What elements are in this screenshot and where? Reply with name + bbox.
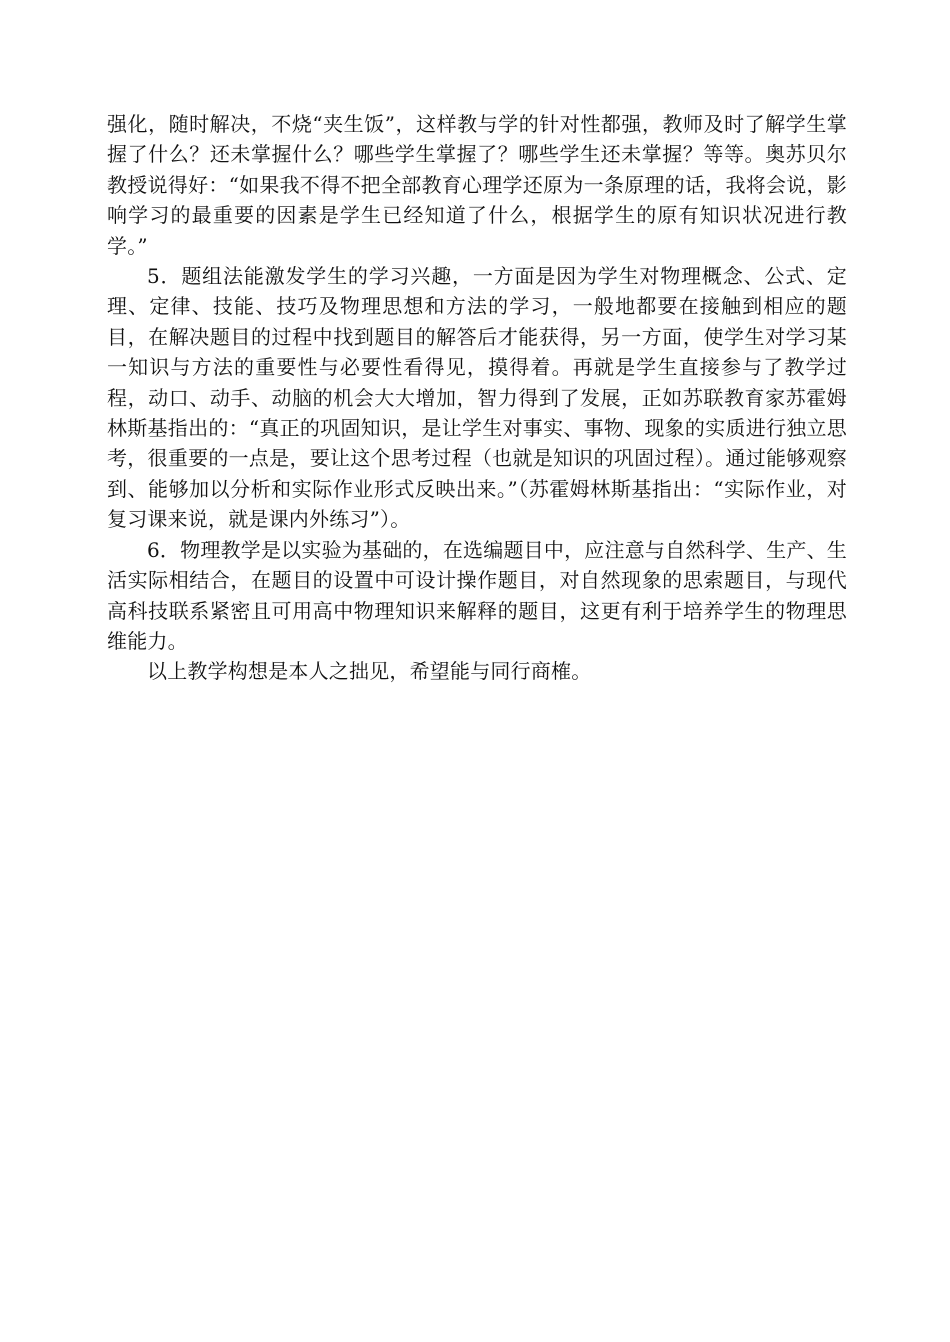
paragraph-conclusion: 以上教学构想是本人之拙见，希望能与同行商榷。 [147,659,592,684]
body-text [107,109,847,687]
paragraph-continuation: 强化，随时解决，不烧“夹生饭”，这样教与学的针对性都强，教师及时了解学生掌握了什么？还未掌握什么？哪些学生掌握了？哪些学生还未掌握？等等。奥苏贝尔教授说得好：“如果我不得不把全部教育心理学还原为一条原理的话，我将会说，影响学习的最重要的因素是学生已经知道了什么，根据学生的原有知识状况进行教学。” [107,112,847,258]
paragraph-point-5: 5．题组法能激发学生的学习兴趣，一方面是因为学生对物理概念、公式、定理、定律、技能、技巧及物理思想和方法的学习，一般地都要在接触到相应的题目，在解决题目的过程中找到题目的解答后才能获得，另一方面，使学生对学习某一知识与方法的重要性与必要性看得见，摸得着。再就是学生直接参与了教学过程，动口、动手、动脑的机会大大增加，智力得到了发展，正如苏联教育家苏霍姆林斯基指出的：“真正的巩固知识，是让学生对事实、事物、现象的实质进行独立思考，很重要的一点是，要让这个思考过程（也就是知识的巩固过程）。通过能够观察到、能够加以分析和实际作业形式反映出来。”（苏霍姆林斯基指出：“实际作业，对复习课来说，就是课内外练习”）。 [107,264,847,532]
paragraph-point-6: 6．物理教学是以实验为基础的，在选编题目中，应注意与自然科学、生产、生活实际相结合，在题目的设置中可设计操作题目，对自然现象的思索题目，与现代高科技联系紧密且可用高中物理知识来解释的题目，这更有利于培养学生的物理思维能力。 [107,537,847,653]
